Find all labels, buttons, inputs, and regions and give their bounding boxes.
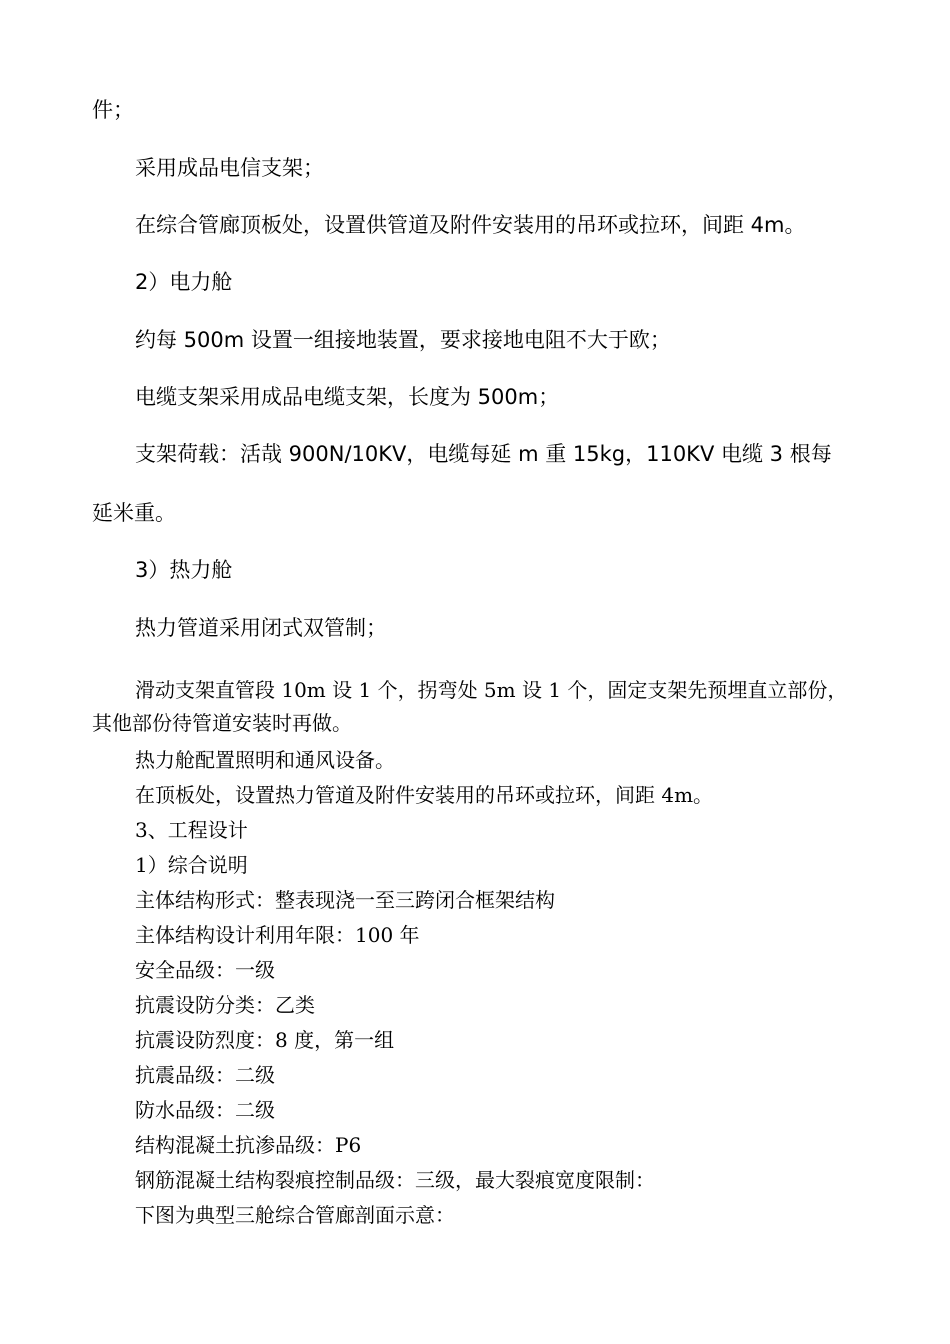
text-line-sliding-bracket: 滑动支架直管段 10m 设 1 个，拐弯处 5m 设 1 个，固定支架先预埋直立部份， bbox=[135, 678, 848, 702]
text-line-hanging-ring: 在综合管廊顶板处，设置供管道及附件安装用的吊环或拉环，间距 4m。 bbox=[135, 213, 806, 237]
heading-engineering-design: 3、工程设计 bbox=[135, 818, 248, 842]
text-line-continuation: 件； bbox=[92, 98, 134, 122]
text-line-seismic-intensity: 抗震设防烈度：8 度，第一组 bbox=[135, 1028, 395, 1052]
text-line-seismic-grade: 抗震品级：二级 bbox=[135, 1063, 275, 1087]
text-line-safety-grade: 安全品级：一级 bbox=[135, 958, 275, 982]
heading-heat-compartment: 3）热力舱 bbox=[135, 558, 233, 582]
heading-general-description: 1）综合说明 bbox=[135, 853, 248, 877]
text-line-seismic-category: 抗震设防分类：乙类 bbox=[135, 993, 315, 1017]
text-line-bracket-load-cont: 延米重。 bbox=[92, 501, 176, 525]
text-line-figure-intro: 下图为典型三舱综合管廊剖面示意： bbox=[135, 1203, 455, 1227]
text-line-cable-bracket: 电缆支架采用成品电缆支架，长度为 500m； bbox=[135, 385, 560, 409]
text-line-design-life: 主体结构设计利用年限：100 年 bbox=[135, 923, 420, 947]
text-line-waterproof-grade: 防水品级：二级 bbox=[135, 1098, 275, 1122]
text-line-telecom-bracket: 采用成品电信支架； bbox=[135, 156, 324, 180]
text-line-impermeability: 结构混凝土抗渗品级：P6 bbox=[135, 1133, 362, 1157]
text-line-sliding-bracket-cont: 其他部份待管道安装时再做。 bbox=[92, 711, 352, 735]
heading-power-compartment: 2）电力舱 bbox=[135, 270, 233, 294]
text-line-crack-control: 钢筋混凝土结构裂痕控制品级：三级，最大裂痕宽度限制： bbox=[135, 1168, 655, 1192]
text-line-grounding: 约每 500m 设置一组接地装置，要求接地电阻不大于欧； bbox=[135, 328, 671, 352]
text-line-lighting: 热力舱配置照明和通风设备。 bbox=[135, 748, 395, 772]
text-line-bracket-load: 支架荷载：活哉 900N/10KV，电缆每延 m 重 15kg，110KV 电缆 3 根每 bbox=[135, 442, 832, 466]
text-line-roof-ring: 在顶板处，设置热力管道及附件安装用的吊环或拉环，间距 4m。 bbox=[135, 783, 714, 807]
text-line-heat-pipe: 热力管道采用闭式双管制； bbox=[135, 616, 387, 640]
text-line-structure-form: 主体结构形式：整表现浇一至三跨闭合框架结构 bbox=[135, 888, 555, 912]
